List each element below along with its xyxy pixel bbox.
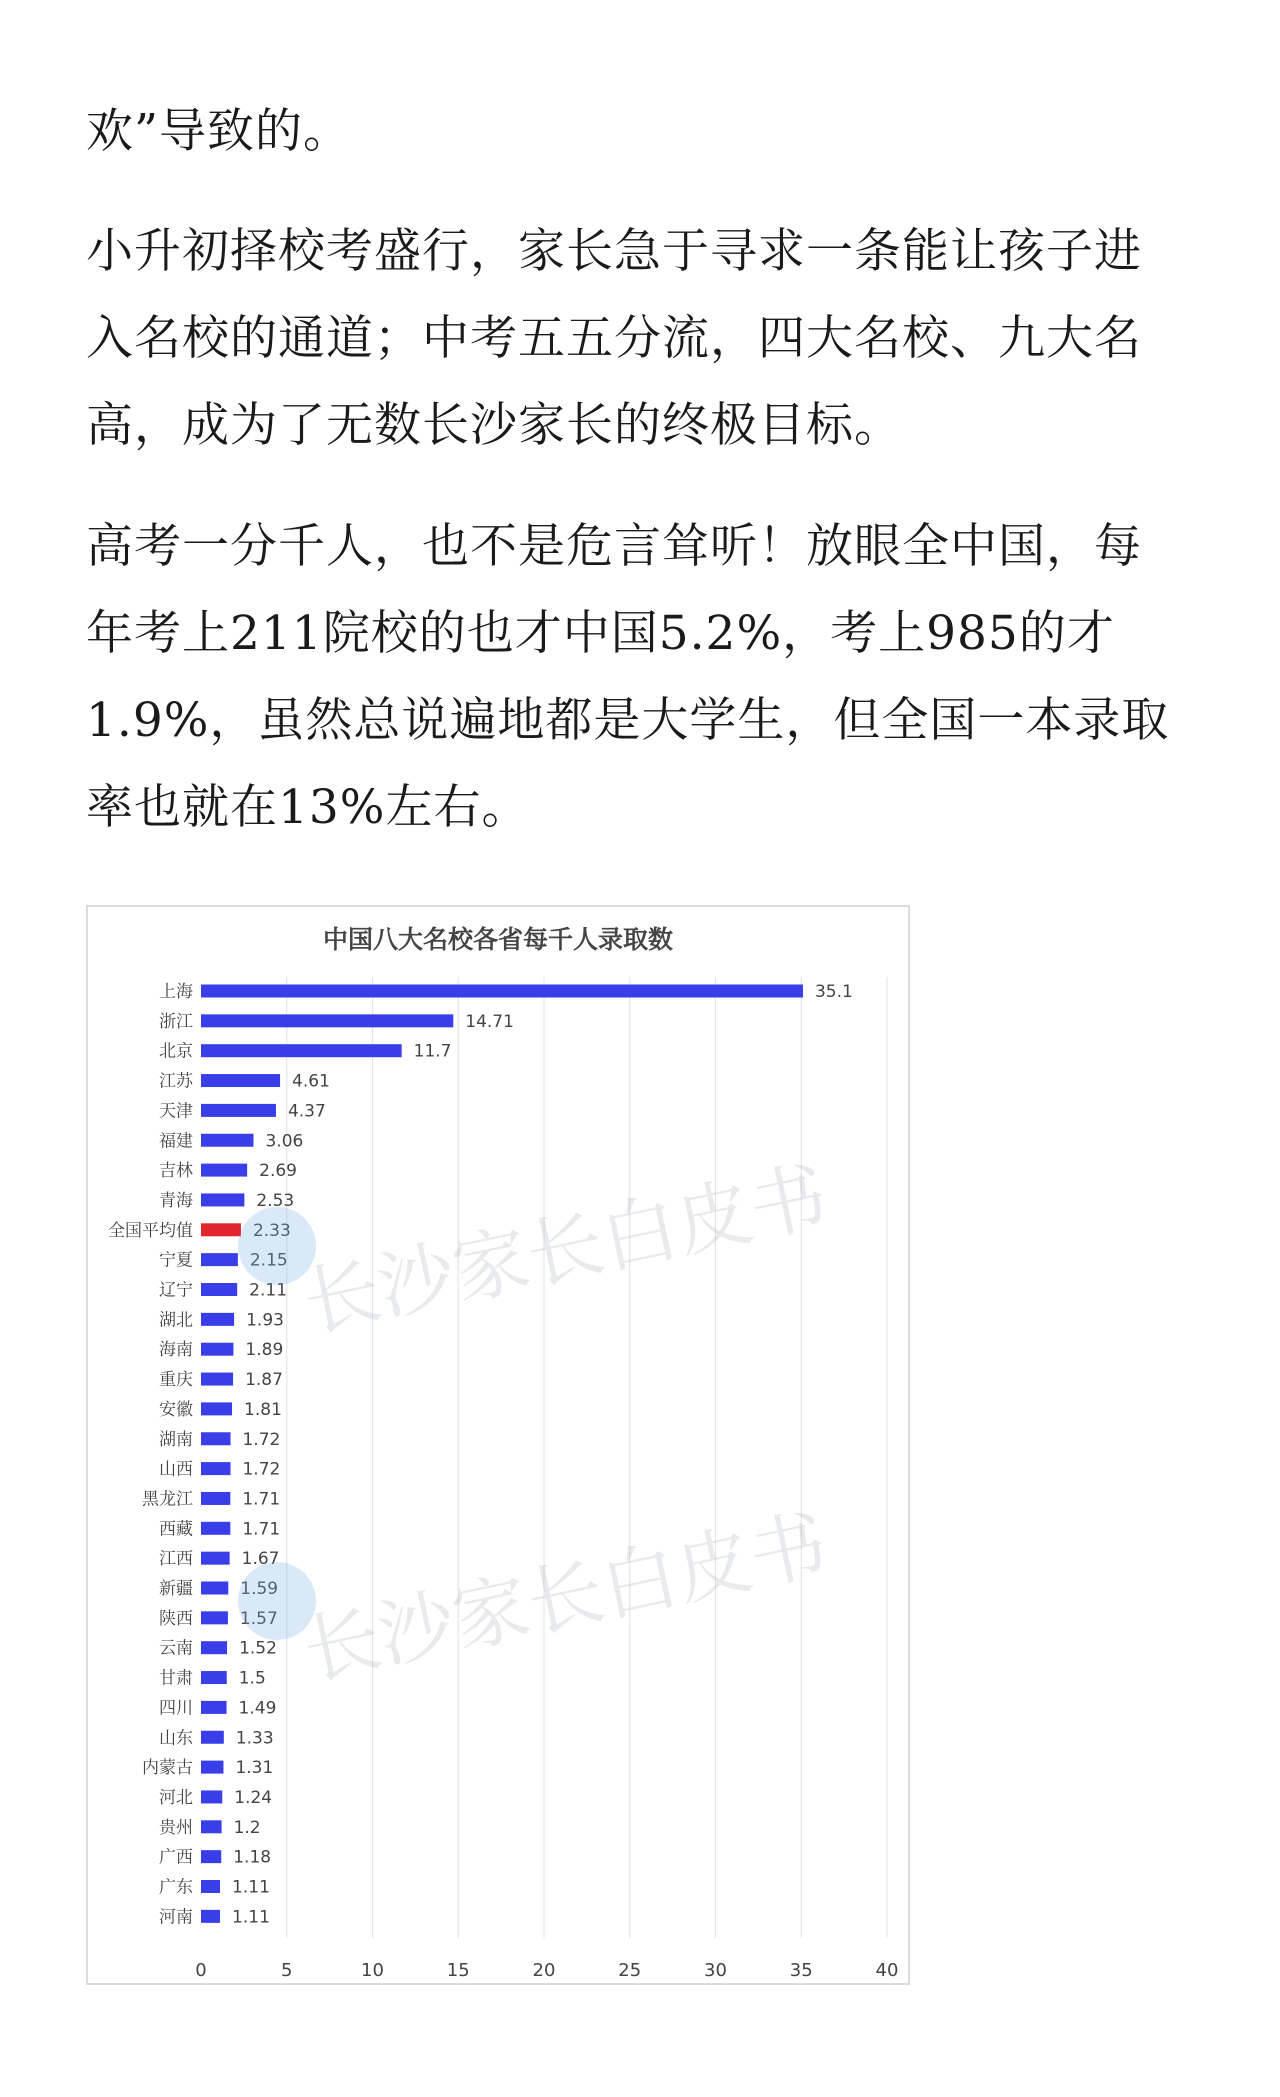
x-tick-label: 25 (618, 1960, 642, 1982)
bar (201, 1402, 232, 1415)
category-label: 安徽 (159, 1399, 193, 1420)
bar (201, 985, 803, 998)
bar (201, 1104, 276, 1117)
category-label: 广东 (159, 1877, 193, 1898)
data-label: 1.49 (238, 1698, 277, 1719)
category-label: 重庆 (159, 1370, 193, 1391)
data-label: 1.2 (233, 1817, 261, 1838)
data-label: 4.61 (292, 1071, 330, 1092)
data-label: 1.67 (241, 1549, 280, 1570)
category-label: 河北 (159, 1787, 193, 1808)
x-tick-label: 40 (875, 1960, 899, 1982)
data-label: 1.87 (245, 1370, 283, 1391)
bar (201, 1373, 233, 1386)
data-label: 1.89 (245, 1340, 284, 1361)
category-label: 天津 (159, 1101, 193, 1122)
bar-chart (88, 907, 908, 1983)
data-label: 1.24 (234, 1787, 273, 1808)
data-label: 1.5 (238, 1668, 266, 1689)
bar (201, 1880, 220, 1893)
category-label: 山西 (159, 1459, 193, 1480)
x-tick-label: 0 (195, 1960, 207, 1982)
bar (201, 1701, 227, 1714)
category-label: 江西 (159, 1549, 193, 1570)
data-label: 35.1 (814, 982, 853, 1002)
category-label: 湖北 (159, 1310, 193, 1331)
data-label: 1.18 (233, 1847, 272, 1868)
data-label: 2.11 (249, 1280, 288, 1301)
bar (201, 1492, 230, 1505)
category-label: 甘肃 (159, 1668, 193, 1689)
watermark-text-1: 长沙家长白皮书 (295, 1150, 835, 1349)
x-tick-label: 5 (281, 1960, 293, 1982)
category-label: 内蒙古 (142, 1758, 193, 1779)
data-label: 11.7 (413, 1041, 452, 1062)
bar (201, 1611, 228, 1624)
bar (201, 1193, 244, 1206)
x-tick-label: 15 (446, 1960, 470, 1982)
category-label: 海南 (159, 1340, 193, 1361)
category-label: 上海 (159, 982, 193, 1002)
data-label: 1.52 (239, 1638, 277, 1659)
category-label: 西藏 (159, 1519, 193, 1540)
paragraph-3: 高考一分千人，也不是危言耸听！放眼全中国，每 年考上211院校的也才中国5.2%，考上985的才 1.9%，虽然总说遍地都是大学生，但全国一本录取 率也就在13%左右。 (86, 519, 1170, 835)
category-label: 江苏 (159, 1071, 193, 1092)
category-label: 广西 (159, 1847, 193, 1868)
bar (201, 1552, 230, 1565)
x-tick-label: 20 (532, 1960, 556, 1982)
bar (201, 1253, 238, 1266)
bar (201, 1313, 234, 1326)
data-label: 2.33 (252, 1220, 291, 1241)
category-label: 河南 (159, 1907, 193, 1928)
category-label: 陕西 (159, 1608, 193, 1629)
data-label: 1.81 (244, 1399, 282, 1420)
x-tick-label: 30 (704, 1960, 727, 1982)
data-label: 1.72 (242, 1429, 281, 1450)
bar (201, 1343, 233, 1356)
bar (201, 1790, 222, 1803)
bar (201, 1731, 224, 1744)
category-label: 湖南 (159, 1429, 193, 1450)
paragraph-2: 小升初择校考盛行，家长急于寻求一条能让孩子进 入名校的通道；中考五五分流，四大名校、九大名 高，成为了无数长沙家长的终极目标。 (86, 224, 1142, 453)
bar (201, 1044, 402, 1057)
x-tick-label: 10 (361, 1960, 384, 1982)
bar (201, 1014, 453, 1027)
bar (201, 1850, 221, 1863)
data-label: 3.06 (265, 1131, 304, 1152)
x-tick-label: 35 (789, 1960, 813, 1982)
bar (201, 1223, 241, 1236)
category-label: 福建 (159, 1131, 193, 1152)
bar (201, 1761, 223, 1774)
data-label: 1.33 (235, 1728, 274, 1749)
bar (201, 1164, 247, 1177)
bar (201, 1820, 222, 1833)
data-label: 1.11 (232, 1877, 270, 1898)
data-label: 1.11 (232, 1907, 270, 1928)
watermark-text-2: 长沙家长白皮书 (295, 1498, 835, 1697)
bar (201, 1074, 280, 1087)
data-label: 2.15 (249, 1250, 288, 1271)
category-label: 新疆 (159, 1579, 193, 1599)
data-label: 1.31 (235, 1758, 274, 1779)
data-label: 1.57 (239, 1608, 278, 1629)
bar (201, 1283, 237, 1296)
category-label: 山东 (159, 1728, 193, 1749)
bar (201, 1522, 230, 1535)
data-label: 1.93 (246, 1310, 284, 1331)
data-label: 14.71 (465, 1011, 514, 1032)
category-label: 青海 (159, 1190, 193, 1211)
bar (201, 1462, 230, 1475)
category-label: 浙江 (159, 1011, 193, 1032)
data-label: 2.69 (259, 1161, 297, 1182)
chart-card (86, 905, 910, 1985)
bar (201, 1134, 253, 1147)
data-label: 1.71 (242, 1489, 281, 1510)
bar (201, 1910, 220, 1923)
category-label: 云南 (159, 1638, 193, 1659)
paragraph-1: 欢”导致的。 (86, 104, 352, 159)
bar (201, 1582, 228, 1595)
bar (201, 1641, 227, 1654)
data-label: 2.53 (256, 1190, 295, 1211)
bar (201, 1671, 227, 1684)
category-label: 贵州 (159, 1817, 193, 1838)
category-label: 全国平均值 (108, 1220, 193, 1241)
chart-title: 中国八大名校各省每千人录取数 (322, 925, 674, 954)
category-label: 四川 (159, 1698, 193, 1719)
bar (201, 1432, 230, 1445)
category-label: 宁夏 (159, 1250, 193, 1271)
category-label: 辽宁 (159, 1280, 193, 1301)
category-label: 黑龙江 (142, 1489, 193, 1510)
data-label: 4.37 (287, 1101, 326, 1122)
data-label: 1.71 (242, 1519, 281, 1540)
data-label: 1.59 (240, 1579, 279, 1599)
category-label: 北京 (159, 1041, 193, 1062)
category-label: 吉林 (159, 1161, 193, 1182)
data-label: 1.72 (242, 1459, 281, 1480)
